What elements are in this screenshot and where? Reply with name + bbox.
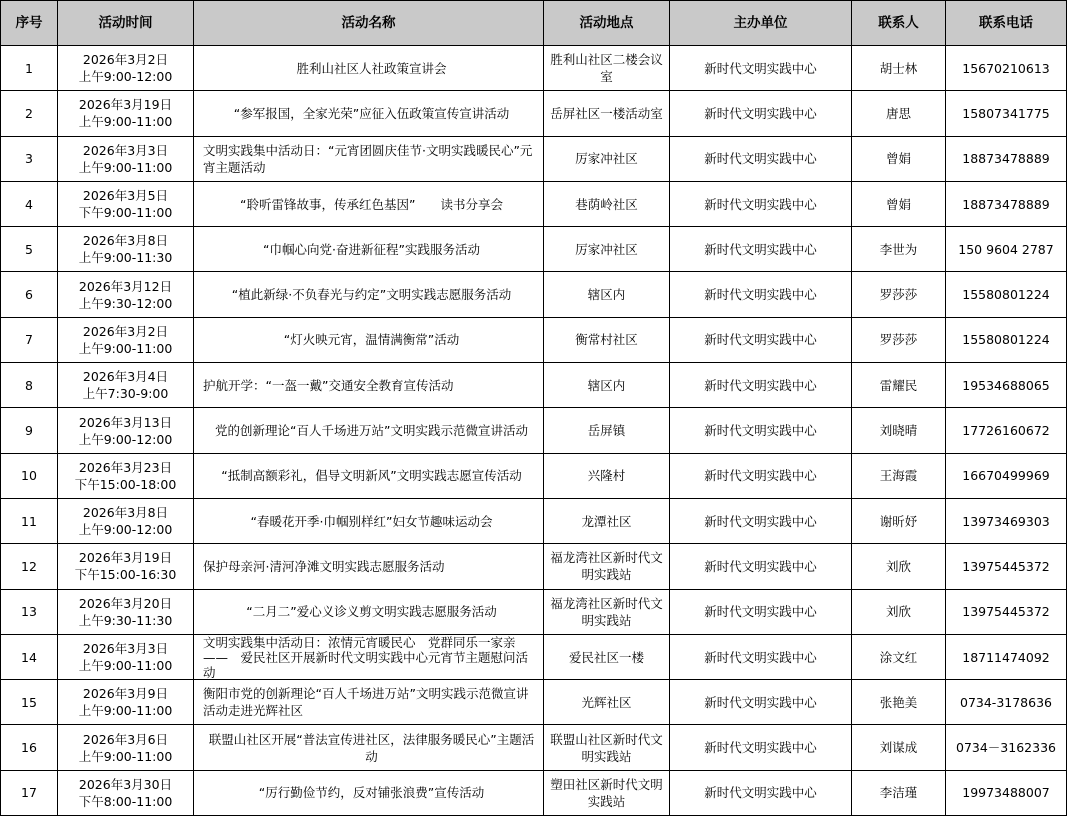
row-time: [58, 453, 194, 498]
row-time: [58, 46, 194, 91]
row-time: [58, 770, 194, 815]
row-hours: 上午7:30-9:00: [82, 386, 169, 402]
row-org: 新时代文明实践中心: [670, 317, 852, 362]
row-hours: 上午9:00-11:00: [78, 114, 173, 130]
row-phone: 16670499969: [946, 453, 1067, 498]
row-place: 塑田社区新时代文明实践站: [544, 770, 670, 815]
row-date: 2026年3月3日: [82, 142, 169, 158]
row-activity-name: 衡阳市党的创新理论“百人千场进万站”文明实践示范微宣讲活动走进光辉社区: [194, 680, 544, 725]
row-date: 2026年3月23日: [78, 459, 173, 475]
row-hours: 上午9:00-11:00: [78, 703, 173, 719]
row-phone: 15580801224: [946, 272, 1067, 317]
row-hours: 下午9:00-11:00: [78, 205, 173, 221]
table-row: [1, 589, 1067, 634]
row-contact: 刘晓晴: [852, 408, 946, 453]
row-date: 2026年3月19日: [78, 550, 173, 566]
row-hours: 上午9:00-12:00: [78, 69, 173, 85]
row-place: 厉家冲社区: [544, 227, 670, 272]
row-no: 11: [1, 498, 58, 543]
row-contact: 李世为: [852, 227, 946, 272]
row-org: 新时代文明实践中心: [670, 136, 852, 181]
table-row: [1, 544, 1067, 589]
row-no: 12: [1, 544, 58, 589]
row-phone: 13975445372: [946, 589, 1067, 634]
row-no: 4: [1, 181, 58, 226]
row-org: 新时代文明实践中心: [670, 227, 852, 272]
row-contact: 刘欣: [852, 544, 946, 589]
row-org: 新时代文明实践中心: [670, 498, 852, 543]
row-activity-name: “参军报国，全家光荣”应征入伍政策宣传宣讲活动: [194, 91, 544, 136]
row-org: 新时代文明实践中心: [670, 634, 852, 679]
table-row: [1, 181, 1067, 226]
row-phone: 18873478889: [946, 136, 1067, 181]
row-time: [58, 136, 194, 181]
row-org: 新时代文明实践中心: [670, 453, 852, 498]
row-no: 10: [1, 453, 58, 498]
row-place: 辖区内: [544, 363, 670, 408]
row-place: 光辉社区: [544, 680, 670, 725]
row-place: 龙潭社区: [544, 498, 670, 543]
row-activity-name: 保护母亲河·清河净滩文明实践志愿服务活动: [194, 544, 544, 589]
header-no: 序号: [1, 1, 58, 46]
row-hours: 上午9:00-12:00: [78, 522, 173, 538]
row-place: 胜利山社区二楼会议室: [544, 46, 670, 91]
row-contact: 曾娟: [852, 136, 946, 181]
table-row: [1, 136, 1067, 181]
row-phone: 0734-3178636: [946, 680, 1067, 725]
row-no: 13: [1, 589, 58, 634]
table-row: [1, 408, 1067, 453]
row-contact: 张艳美: [852, 680, 946, 725]
table-row: [1, 770, 1067, 815]
row-contact: 王海霞: [852, 453, 946, 498]
row-date: 2026年3月6日: [82, 731, 169, 747]
row-phone: 18711474092: [946, 634, 1067, 679]
row-time: [58, 227, 194, 272]
table-row: [1, 725, 1067, 770]
row-phone: 19973488007: [946, 770, 1067, 815]
row-time: [58, 589, 194, 634]
row-contact: 涂文红: [852, 634, 946, 679]
row-org: 新时代文明实践中心: [670, 725, 852, 770]
row-org: 新时代文明实践中心: [670, 770, 852, 815]
row-hours: 上午9:00-11:30: [78, 250, 173, 266]
row-org: 新时代文明实践中心: [670, 46, 852, 91]
row-phone: 15580801224: [946, 317, 1067, 362]
row-org: 新时代文明实践中心: [670, 408, 852, 453]
row-activity-name: [194, 634, 544, 679]
header-phone: 联系电话: [946, 1, 1067, 46]
row-contact: 雷耀民: [852, 363, 946, 408]
row-activity-name: “二月二”爱心义诊义剪文明实践志愿服务活动: [194, 589, 544, 634]
row-activity-name: “巾帼心向党·奋进新征程”实践服务活动: [194, 227, 544, 272]
table-row: [1, 363, 1067, 408]
row-contact: 刘欣: [852, 589, 946, 634]
row-activity-name: 胜利山社区人社政策宣讲会: [194, 46, 544, 91]
row-time: [58, 408, 194, 453]
row-place: 厉家冲社区: [544, 136, 670, 181]
row-place: 巷荫岭社区: [544, 181, 670, 226]
row-place: 福龙湾社区新时代文明实践站: [544, 544, 670, 589]
row-phone: 19534688065: [946, 363, 1067, 408]
row-hours: 下午8:00-11:00: [78, 793, 173, 809]
row-date: 2026年3月4日: [82, 369, 169, 385]
table-row: [1, 91, 1067, 136]
row-contact: 罗莎莎: [852, 272, 946, 317]
row-date: 2026年3月20日: [78, 595, 173, 611]
row-phone: 15807341775: [946, 91, 1067, 136]
row-org: 新时代文明实践中心: [670, 272, 852, 317]
row-contact: 刘谋成: [852, 725, 946, 770]
row-activity-name: “聆听雷锋故事，传承红色基因” 读书分享会: [194, 181, 544, 226]
row-hours: 上午9:30-12:00: [78, 295, 173, 311]
row-no: 8: [1, 363, 58, 408]
row-activity-name: 党的创新理论“百人千场进万站”文明实践示范微宣讲活动: [194, 408, 544, 453]
row-hours: 上午9:00-12:00: [78, 431, 173, 447]
header-time: 活动时间: [58, 1, 194, 46]
row-date: 2026年3月8日: [82, 505, 169, 521]
row-phone: 13973469303: [946, 498, 1067, 543]
row-activity-name: “灯火映元宵，温情满衡常”活动: [194, 317, 544, 362]
row-org: 新时代文明实践中心: [670, 680, 852, 725]
table-row: [1, 46, 1067, 91]
row-hours: 下午15:00-18:00: [74, 476, 177, 492]
row-hours: 上午9:00-11:00: [78, 340, 173, 356]
row-activity-name: 联盟山社区开展“普法宣传进社区，法律服务暖民心”主题活动: [194, 725, 544, 770]
row-no: 17: [1, 770, 58, 815]
table-row: [1, 634, 1067, 679]
row-org: 新时代文明实践中心: [670, 544, 852, 589]
row-activity-name: “植此新绿·不负春光与约定”文明实践志愿服务活动: [194, 272, 544, 317]
row-time: [58, 181, 194, 226]
row-activity-name: “春暖花开季·巾帼别样红”妇女节趣味运动会: [194, 498, 544, 543]
row-date: 2026年3月13日: [78, 414, 173, 430]
row-hours: 上午9:00-11:00: [78, 658, 173, 673]
table-row: [1, 227, 1067, 272]
row-no: 15: [1, 680, 58, 725]
row-org: 新时代文明实践中心: [670, 589, 852, 634]
row-place: 岳屏镇: [544, 408, 670, 453]
row-time: [58, 634, 194, 679]
table-row: [1, 317, 1067, 362]
row-date: 2026年3月5日: [82, 188, 169, 204]
row-no: 9: [1, 408, 58, 453]
row-hours: 上午9:30-11:30: [78, 612, 173, 628]
header-org: 主办单位: [670, 1, 852, 46]
header-contact: 联系人: [852, 1, 946, 46]
row-time: [58, 498, 194, 543]
row-no: 3: [1, 136, 58, 181]
row-date: 2026年3月3日: [82, 641, 169, 656]
row-contact: 谢昕妤: [852, 498, 946, 543]
row-contact: 李洁瑾: [852, 770, 946, 815]
row-contact: 唐思: [852, 91, 946, 136]
row-phone: 0734－3162336: [946, 725, 1067, 770]
header-row: [1, 1, 1067, 46]
row-place: 岳屏社区一楼活动室: [544, 91, 670, 136]
table-row: [1, 498, 1067, 543]
row-time: [58, 363, 194, 408]
row-place: 爱民社区一楼: [544, 634, 670, 679]
row-time: [58, 317, 194, 362]
row-place: 辖区内: [544, 272, 670, 317]
row-phone: 13975445372: [946, 544, 1067, 589]
row-place: 衡常村社区: [544, 317, 670, 362]
row-time: [58, 544, 194, 589]
row-hours: 上午9:00-11:00: [78, 748, 173, 764]
row-date: 2026年3月19日: [78, 97, 173, 113]
row-date: 2026年3月8日: [82, 233, 169, 249]
row-contact: 曾娟: [852, 181, 946, 226]
row-activity-name: “厉行勤俭节约，反对铺张浪费”宣传活动: [194, 770, 544, 815]
row-no: 16: [1, 725, 58, 770]
row-no: 5: [1, 227, 58, 272]
row-contact: 胡士林: [852, 46, 946, 91]
row-time: [58, 91, 194, 136]
row-activity-name: 文明实践集中活动日：“元宵团圆庆佳节·文明实践暖民心”元宵主题活动: [194, 136, 544, 181]
row-no: 6: [1, 272, 58, 317]
row-activity-name: “抵制高额彩礼，倡导文明新风”文明实践志愿宣传活动: [194, 453, 544, 498]
row-time: [58, 272, 194, 317]
row-no: 7: [1, 317, 58, 362]
row-hours: 上午9:00-11:00: [78, 159, 173, 175]
row-phone: 18873478889: [946, 181, 1067, 226]
row-no: 2: [1, 91, 58, 136]
row-phone: 17726160672: [946, 408, 1067, 453]
row-date: 2026年3月2日: [82, 323, 169, 339]
table-row: [1, 272, 1067, 317]
row-time: [58, 725, 194, 770]
header-place: 活动地点: [544, 1, 670, 46]
row-hours: 下午15:00-16:30: [74, 567, 177, 583]
row-place: 联盟山社区新时代文明实践站: [544, 725, 670, 770]
row-date: 2026年3月9日: [82, 686, 169, 702]
row-no: 14: [1, 634, 58, 679]
row-phone: 150 9604 2787: [946, 227, 1067, 272]
row-date: 2026年3月12日: [78, 278, 173, 294]
row-place: 福龙湾社区新时代文明实践站: [544, 589, 670, 634]
row-contact: 罗莎莎: [852, 317, 946, 362]
row-no: 1: [1, 46, 58, 91]
table-body: [1, 46, 1067, 816]
row-org: 新时代文明实践中心: [670, 91, 852, 136]
row-place: 兴隆村: [544, 453, 670, 498]
row-org: 新时代文明实践中心: [670, 181, 852, 226]
table-row: [1, 453, 1067, 498]
row-date: 2026年3月30日: [78, 776, 173, 792]
row-activity-name: 护航开学：“一盔一戴”交通安全教育宣传活动: [194, 363, 544, 408]
table-row: [1, 680, 1067, 725]
header-name: 活动名称: [194, 1, 544, 46]
row-phone: 15670210613: [946, 46, 1067, 91]
row-activity-name-text: 文明实践集中活动日：浓情元宵暖民心 党群同乐一家亲 —— 爱民社区开展新时代文明实践中心元宵节主题慰问活动: [203, 635, 529, 679]
row-time: [58, 680, 194, 725]
row-org: 新时代文明实践中心: [670, 363, 852, 408]
row-date: 2026年3月2日: [82, 52, 169, 68]
